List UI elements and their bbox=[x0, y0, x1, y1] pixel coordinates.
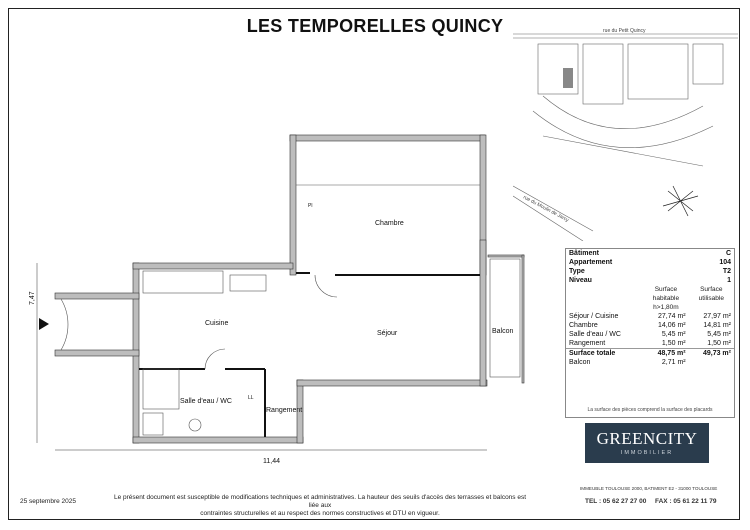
street-bottom: rue du Moulin de Jarcy bbox=[522, 194, 570, 224]
col-habitable-2: habitable bbox=[652, 295, 680, 302]
walls bbox=[55, 135, 524, 443]
surface-table bbox=[565, 248, 735, 418]
room-lave-linge: LL bbox=[248, 395, 254, 401]
logo-sub: IMMOBILIER bbox=[620, 450, 674, 456]
total-label: Surface totale bbox=[566, 349, 643, 359]
disclaimer-line-2: contraintes structurelles et au respect des normes constructives et DTU en vigueur. bbox=[200, 510, 440, 517]
logo-green: GREEN bbox=[596, 429, 656, 448]
row-util: 5,45 m² bbox=[707, 331, 731, 338]
room-chambre: Chambre bbox=[375, 220, 404, 227]
row-hab: 27,74 m² bbox=[657, 313, 686, 320]
row-hab: 1,50 m² bbox=[661, 340, 686, 347]
room-salle-eau: Salle d'eau / WC bbox=[180, 398, 232, 405]
value-appartement: 104 bbox=[719, 259, 731, 266]
row-label: Salle d'eau / WC bbox=[569, 331, 621, 338]
label-batiment: Bâtiment bbox=[569, 250, 599, 257]
row-hab: 14,06 m² bbox=[657, 322, 686, 329]
row-label: Séjour / Cuisine bbox=[569, 313, 619, 320]
value-type: T2 bbox=[722, 268, 731, 275]
col-habitable-1: Surface bbox=[654, 286, 678, 293]
balcon-label: Balcon bbox=[569, 359, 591, 366]
partitions bbox=[139, 273, 480, 437]
row-util: 1,50 m² bbox=[707, 340, 731, 347]
dim-width: 11,44 bbox=[263, 458, 280, 465]
room-placard: Pl bbox=[308, 203, 313, 209]
col-utilisable-2: utilisable bbox=[698, 295, 724, 302]
floor-plan bbox=[25, 125, 530, 470]
row-hab: 5,45 m² bbox=[661, 331, 686, 338]
label-appartement: Appartement bbox=[569, 259, 613, 266]
row-util: 27,97 m² bbox=[703, 313, 731, 320]
page-title: LES TEMPORELLES QUINCY bbox=[246, 16, 504, 36]
total-hab: 48,75 m² bbox=[643, 349, 688, 359]
logo-city: CITY bbox=[655, 429, 698, 448]
balcon-value: 2,71 m² bbox=[661, 359, 686, 366]
company-tel: TEL : 05 62 27 27 00 bbox=[585, 498, 647, 505]
surface-note: La surface des pièces comprend la surface des placards bbox=[587, 407, 713, 413]
value-niveau: 1 bbox=[727, 277, 731, 284]
row-util: 14,81 m² bbox=[703, 322, 731, 329]
company-address: IMMEUBLE TOULOUSE 2000, BATIMENT E2 - 31000 TOULOUSE bbox=[580, 486, 718, 491]
disclaimer-line-1: Le présent document est susceptible de modifications techniques et administratives. La hauteur des seuils d'accès des terrasses et balcons est liée aux bbox=[113, 494, 527, 509]
total-util: 49,73 m² bbox=[689, 349, 734, 359]
row-label: Chambre bbox=[569, 322, 598, 329]
compass-icon bbox=[663, 186, 698, 216]
row-label: Rangement bbox=[569, 340, 606, 347]
site-plan bbox=[513, 16, 738, 241]
footer-date: 25 septembre 2025 bbox=[20, 498, 77, 505]
col-habitable-3: h>1,80m bbox=[653, 304, 679, 311]
room-sejour: Séjour bbox=[377, 330, 398, 337]
footer-disclaimer bbox=[110, 494, 530, 518]
greencity-logo bbox=[585, 423, 709, 463]
street-top: rue du Petit Quincy bbox=[603, 28, 646, 34]
label-type: Type bbox=[569, 268, 585, 275]
label-niveau: Niveau bbox=[569, 277, 592, 284]
room-balcon: Balcon bbox=[492, 328, 514, 335]
room-cuisine: Cuisine bbox=[205, 320, 229, 327]
dim-height: 7,47 bbox=[29, 291, 36, 305]
room-rangement: Rangement bbox=[266, 407, 303, 414]
entry-arrow bbox=[39, 318, 49, 330]
company-fax: FAX : 05 61 22 11 79 bbox=[655, 498, 717, 505]
value-batiment: C bbox=[725, 250, 731, 257]
col-utilisable-1: Surface bbox=[700, 286, 723, 293]
